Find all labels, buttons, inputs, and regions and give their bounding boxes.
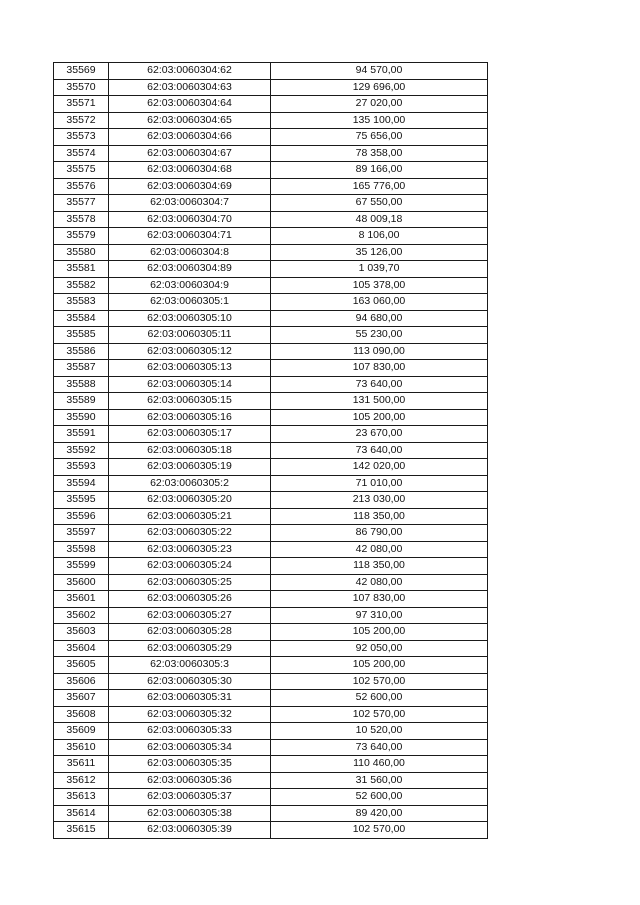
- cadastral-number-cell: 62:03:0060305:30: [109, 673, 271, 690]
- value-cell: 142 020,00: [271, 459, 488, 476]
- value-cell: 129 696,00: [271, 79, 488, 96]
- cadastral-number-cell: 62:03:0060305:34: [109, 739, 271, 756]
- row-number-cell: 35579: [54, 228, 109, 245]
- cadastral-number-cell: 62:03:0060305:2: [109, 475, 271, 492]
- cadastral-number-cell: 62:03:0060305:27: [109, 607, 271, 624]
- row-number-cell: 35610: [54, 739, 109, 756]
- cadastral-number-cell: 62:03:0060305:11: [109, 327, 271, 344]
- value-cell: 163 060,00: [271, 294, 488, 311]
- cadastral-number-cell: 62:03:0060304:66: [109, 129, 271, 146]
- row-number-cell: 35603: [54, 624, 109, 641]
- row-number-cell: 35601: [54, 591, 109, 608]
- row-number-cell: 35578: [54, 211, 109, 228]
- document-sheet: [53, 62, 488, 839]
- table-row: [54, 409, 488, 426]
- row-number-cell: 35569: [54, 63, 109, 80]
- value-cell: 113 090,00: [271, 343, 488, 360]
- table-row: [54, 112, 488, 129]
- cadastral-number-cell: 62:03:0060305:39: [109, 822, 271, 839]
- row-number-cell: 35593: [54, 459, 109, 476]
- cadastral-number-cell: 62:03:0060305:31: [109, 690, 271, 707]
- value-cell: 78 358,00: [271, 145, 488, 162]
- value-cell: 135 100,00: [271, 112, 488, 129]
- value-cell: 118 350,00: [271, 558, 488, 575]
- table-row: [54, 723, 488, 740]
- value-cell: 73 640,00: [271, 376, 488, 393]
- value-cell: 42 080,00: [271, 541, 488, 558]
- row-number-cell: 35613: [54, 789, 109, 806]
- table-body: [54, 63, 488, 839]
- table-row: [54, 96, 488, 113]
- table-row: [54, 442, 488, 459]
- row-number-cell: 35580: [54, 244, 109, 261]
- value-cell: 35 126,00: [271, 244, 488, 261]
- cadastral-number-cell: 62:03:0060304:71: [109, 228, 271, 245]
- table-row: [54, 525, 488, 542]
- cadastral-number-cell: 62:03:0060304:63: [109, 79, 271, 96]
- table-row: [54, 475, 488, 492]
- table-row: [54, 178, 488, 195]
- cadastral-number-cell: 62:03:0060305:37: [109, 789, 271, 806]
- value-cell: 89 166,00: [271, 162, 488, 179]
- cadastral-number-cell: 62:03:0060305:38: [109, 805, 271, 822]
- value-cell: 23 670,00: [271, 426, 488, 443]
- table-row: [54, 574, 488, 591]
- table-row: [54, 162, 488, 179]
- cadastral-number-cell: 62:03:0060305:10: [109, 310, 271, 327]
- row-number-cell: 35597: [54, 525, 109, 542]
- cadastral-number-cell: 62:03:0060305:22: [109, 525, 271, 542]
- row-number-cell: 35589: [54, 393, 109, 410]
- row-number-cell: 35581: [54, 261, 109, 278]
- table-row: [54, 624, 488, 641]
- table-row: [54, 310, 488, 327]
- value-cell: 73 640,00: [271, 739, 488, 756]
- value-cell: 105 378,00: [271, 277, 488, 294]
- row-number-cell: 35605: [54, 657, 109, 674]
- cadastral-number-cell: 62:03:0060304:62: [109, 63, 271, 80]
- table-row: [54, 459, 488, 476]
- cadastral-number-cell: 62:03:0060304:65: [109, 112, 271, 129]
- value-cell: 52 600,00: [271, 690, 488, 707]
- row-number-cell: 35570: [54, 79, 109, 96]
- row-number-cell: 35583: [54, 294, 109, 311]
- row-number-cell: 35573: [54, 129, 109, 146]
- value-cell: 97 310,00: [271, 607, 488, 624]
- cadastral-number-cell: 62:03:0060305:16: [109, 409, 271, 426]
- table-row: [54, 228, 488, 245]
- table-row: [54, 129, 488, 146]
- cadastral-number-cell: 62:03:0060305:24: [109, 558, 271, 575]
- row-number-cell: 35591: [54, 426, 109, 443]
- cadastral-number-cell: 62:03:0060305:23: [109, 541, 271, 558]
- row-number-cell: 35614: [54, 805, 109, 822]
- row-number-cell: 35588: [54, 376, 109, 393]
- table-row: [54, 360, 488, 377]
- table-row: [54, 426, 488, 443]
- row-number-cell: 35586: [54, 343, 109, 360]
- table-row: [54, 739, 488, 756]
- row-number-cell: 35615: [54, 822, 109, 839]
- cadastral-number-cell: 62:03:0060304:70: [109, 211, 271, 228]
- value-cell: 213 030,00: [271, 492, 488, 509]
- row-number-cell: 35604: [54, 640, 109, 657]
- cadastral-number-cell: 62:03:0060304:8: [109, 244, 271, 261]
- value-cell: 10 520,00: [271, 723, 488, 740]
- row-number-cell: 35572: [54, 112, 109, 129]
- cadastral-number-cell: 62:03:0060305:25: [109, 574, 271, 591]
- table-row: [54, 211, 488, 228]
- value-cell: 110 460,00: [271, 756, 488, 773]
- value-cell: 105 200,00: [271, 409, 488, 426]
- table-row: [54, 541, 488, 558]
- cadastral-number-cell: 62:03:0060305:15: [109, 393, 271, 410]
- row-number-cell: 35594: [54, 475, 109, 492]
- value-cell: 102 570,00: [271, 706, 488, 723]
- cadastral-number-cell: 62:03:0060304:69: [109, 178, 271, 195]
- table-row: [54, 558, 488, 575]
- table-row: [54, 789, 488, 806]
- table-row: [54, 690, 488, 707]
- value-cell: 67 550,00: [271, 195, 488, 212]
- value-cell: 94 570,00: [271, 63, 488, 80]
- cadastral-number-cell: 62:03:0060305:1: [109, 294, 271, 311]
- row-number-cell: 35584: [54, 310, 109, 327]
- value-cell: 105 200,00: [271, 624, 488, 641]
- table-row: [54, 393, 488, 410]
- table-row: [54, 756, 488, 773]
- cadastral-number-cell: 62:03:0060305:28: [109, 624, 271, 641]
- value-cell: 94 680,00: [271, 310, 488, 327]
- cadastral-number-cell: 62:03:0060304:9: [109, 277, 271, 294]
- table-row: [54, 145, 488, 162]
- value-cell: 71 010,00: [271, 475, 488, 492]
- table-row: [54, 822, 488, 839]
- table-row: [54, 261, 488, 278]
- row-number-cell: 35608: [54, 706, 109, 723]
- table-row: [54, 376, 488, 393]
- cadastral-number-cell: 62:03:0060305:20: [109, 492, 271, 509]
- cadastral-number-cell: 62:03:0060304:7: [109, 195, 271, 212]
- row-number-cell: 35600: [54, 574, 109, 591]
- row-number-cell: 35577: [54, 195, 109, 212]
- row-number-cell: 35596: [54, 508, 109, 525]
- row-number-cell: 35587: [54, 360, 109, 377]
- value-cell: 27 020,00: [271, 96, 488, 113]
- table-row: [54, 805, 488, 822]
- row-number-cell: 35590: [54, 409, 109, 426]
- value-cell: 31 560,00: [271, 772, 488, 789]
- table-row: [54, 327, 488, 344]
- row-number-cell: 35607: [54, 690, 109, 707]
- cadastral-table: [53, 62, 488, 839]
- value-cell: 52 600,00: [271, 789, 488, 806]
- cadastral-number-cell: 62:03:0060305:29: [109, 640, 271, 657]
- row-number-cell: 35599: [54, 558, 109, 575]
- row-number-cell: 35575: [54, 162, 109, 179]
- table-row: [54, 772, 488, 789]
- table-row: [54, 294, 488, 311]
- cadastral-number-cell: 62:03:0060305:18: [109, 442, 271, 459]
- row-number-cell: 35612: [54, 772, 109, 789]
- value-cell: 73 640,00: [271, 442, 488, 459]
- row-number-cell: 35571: [54, 96, 109, 113]
- table-row: [54, 673, 488, 690]
- row-number-cell: 35602: [54, 607, 109, 624]
- row-number-cell: 35606: [54, 673, 109, 690]
- value-cell: 92 050,00: [271, 640, 488, 657]
- cadastral-number-cell: 62:03:0060304:89: [109, 261, 271, 278]
- table-row: [54, 607, 488, 624]
- value-cell: 105 200,00: [271, 657, 488, 674]
- table-row: [54, 706, 488, 723]
- table-row: [54, 343, 488, 360]
- row-number-cell: 35595: [54, 492, 109, 509]
- cadastral-number-cell: 62:03:0060305:33: [109, 723, 271, 740]
- value-cell: 107 830,00: [271, 591, 488, 608]
- row-number-cell: 35576: [54, 178, 109, 195]
- value-cell: 118 350,00: [271, 508, 488, 525]
- table-row: [54, 492, 488, 509]
- row-number-cell: 35598: [54, 541, 109, 558]
- table-row: [54, 640, 488, 657]
- value-cell: 8 106,00: [271, 228, 488, 245]
- cadastral-number-cell: 62:03:0060305:19: [109, 459, 271, 476]
- row-number-cell: 35574: [54, 145, 109, 162]
- value-cell: 86 790,00: [271, 525, 488, 542]
- value-cell: 107 830,00: [271, 360, 488, 377]
- value-cell: 55 230,00: [271, 327, 488, 344]
- table-row: [54, 195, 488, 212]
- value-cell: 131 500,00: [271, 393, 488, 410]
- cadastral-number-cell: 62:03:0060305:36: [109, 772, 271, 789]
- cadastral-number-cell: 62:03:0060305:32: [109, 706, 271, 723]
- row-number-cell: 35582: [54, 277, 109, 294]
- value-cell: 102 570,00: [271, 822, 488, 839]
- table-row: [54, 657, 488, 674]
- cadastral-number-cell: 62:03:0060304:67: [109, 145, 271, 162]
- value-cell: 1 039,70: [271, 261, 488, 278]
- row-number-cell: 35609: [54, 723, 109, 740]
- cadastral-number-cell: 62:03:0060305:26: [109, 591, 271, 608]
- table-row: [54, 277, 488, 294]
- cadastral-number-cell: 62:03:0060305:12: [109, 343, 271, 360]
- cadastral-number-cell: 62:03:0060304:64: [109, 96, 271, 113]
- value-cell: 165 776,00: [271, 178, 488, 195]
- table-row: [54, 244, 488, 261]
- row-number-cell: 35611: [54, 756, 109, 773]
- table-row: [54, 79, 488, 96]
- table-row: [54, 591, 488, 608]
- value-cell: 89 420,00: [271, 805, 488, 822]
- cadastral-number-cell: 62:03:0060304:68: [109, 162, 271, 179]
- cadastral-number-cell: 62:03:0060305:13: [109, 360, 271, 377]
- cadastral-number-cell: 62:03:0060305:14: [109, 376, 271, 393]
- cadastral-number-cell: 62:03:0060305:35: [109, 756, 271, 773]
- value-cell: 42 080,00: [271, 574, 488, 591]
- row-number-cell: 35585: [54, 327, 109, 344]
- cadastral-number-cell: 62:03:0060305:3: [109, 657, 271, 674]
- value-cell: 75 656,00: [271, 129, 488, 146]
- cadastral-number-cell: 62:03:0060305:21: [109, 508, 271, 525]
- cadastral-number-cell: 62:03:0060305:17: [109, 426, 271, 443]
- table-row: [54, 63, 488, 80]
- table-row: [54, 508, 488, 525]
- row-number-cell: 35592: [54, 442, 109, 459]
- value-cell: 102 570,00: [271, 673, 488, 690]
- value-cell: 48 009,18: [271, 211, 488, 228]
